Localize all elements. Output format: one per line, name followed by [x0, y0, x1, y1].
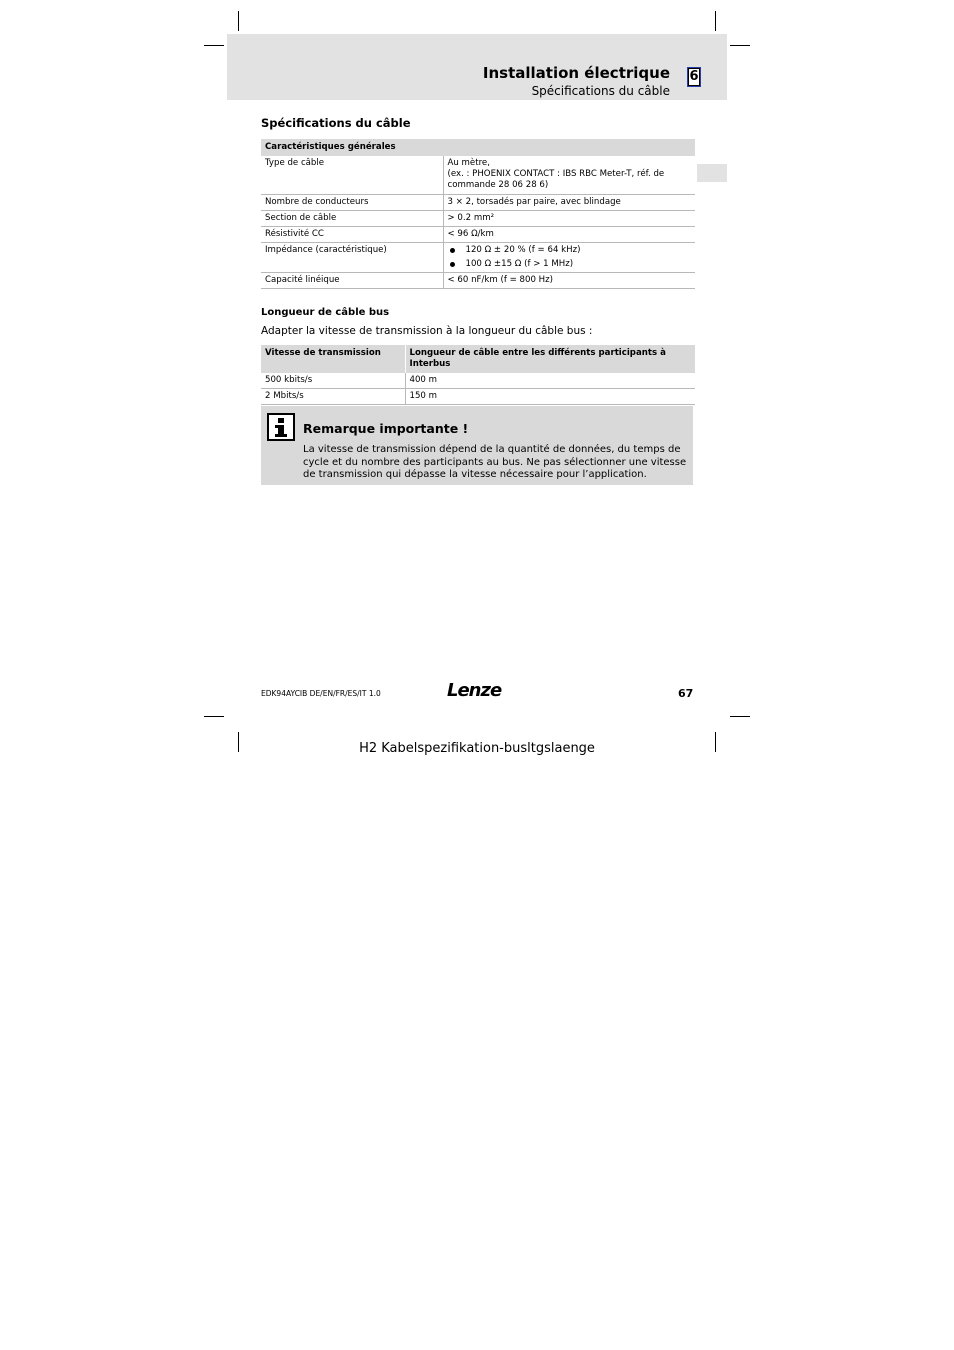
bullet-icon: [450, 262, 455, 267]
page-number: 67: [678, 687, 694, 700]
table-row: [261, 211, 695, 227]
row-label: Type de câble: [261, 156, 443, 195]
bullet-item: [448, 245, 692, 256]
row-value: 3 × 2, torsadés par paire, avec blindage: [443, 195, 695, 211]
table-cell: 400 m: [405, 373, 695, 389]
bullet-text: 100 Ω ±15 Ω (f > 1 MHz): [465, 259, 574, 269]
crop-mark: [204, 716, 224, 717]
table-row: [261, 273, 695, 289]
info-icon: [267, 413, 295, 441]
crop-mark: [204, 45, 224, 46]
table-row: [261, 227, 695, 243]
crop-mark: [730, 716, 750, 717]
table-header-cell: Caractéristiques générales: [261, 139, 695, 156]
table-cell: 150 m: [405, 389, 695, 405]
bullet-text: 120 Ω ± 20 % (f = 64 kHz): [465, 245, 581, 255]
value-line: (ex. : PHOENIX CONTACT : IBS RBC Meter-T, réf. de: [447, 169, 665, 179]
row-value: [443, 243, 695, 273]
lenze-logo: Lenze: [447, 680, 502, 701]
crop-mark: [730, 45, 750, 46]
row-label: Impédance (caractéristique): [261, 243, 443, 273]
table-header-row: [261, 139, 695, 156]
page-title: Installation électrique: [482, 64, 670, 82]
table-cell: 2 Mbits/s: [261, 389, 405, 405]
section-heading-bus-length: Longueur de câble bus: [261, 307, 390, 318]
table-row: [261, 156, 695, 195]
row-value: < 60 nF/km (f = 800 Hz): [443, 273, 695, 289]
table-row: [261, 243, 695, 273]
bus-length-intro: Adapter la vitesse de transmission à la longueur du câble bus :: [261, 325, 593, 337]
row-value: [443, 156, 695, 195]
row-value: < 96 Ω/km: [443, 227, 695, 243]
row-value: > 0.2 mm²: [443, 211, 695, 227]
crop-mark: [238, 11, 239, 31]
bullet-item: [448, 259, 692, 270]
cable-specs-table: [261, 139, 695, 289]
chapter-number: 6: [689, 69, 699, 84]
column-header: Vitesse de transmission: [261, 345, 405, 373]
column-header: Longueur de câble entre les différents participants à Interbus: [405, 345, 695, 373]
document-reference: EDK94AYCIB DE/EN/FR/ES/IT 1.0: [261, 689, 381, 698]
note-title: Remarque importante !: [303, 421, 469, 436]
table-row: [261, 389, 695, 405]
page-subtitle: Spécifications du câble: [531, 84, 670, 98]
table-cell: 500 kbits/s: [261, 373, 405, 389]
image-caption: H2 Kabelspezifikation-busltgslaenge: [359, 741, 595, 756]
table-row: [261, 195, 695, 211]
section-heading-cable-specs: Spécifications du câble: [261, 116, 411, 130]
table-row: [261, 373, 695, 389]
note-text: La vitesse de transmission dépend de la quantité de données, du temps de cycle et du nombre des participants au bus. Ne pas sélectionner une vitesse de transmission qui dépasse la vitesse nécessaire pour l’application.: [303, 444, 687, 481]
row-label: Nombre de conducteurs: [261, 195, 443, 211]
bus-length-table: [261, 345, 695, 405]
row-label: Section de câble: [261, 211, 443, 227]
crop-mark: [715, 11, 716, 31]
value-line: commande 28 06 28 6): [447, 180, 549, 190]
side-tab: [697, 164, 727, 182]
bullet-icon: [450, 248, 455, 253]
table-header-row: [261, 345, 695, 373]
row-label: Résistivité CC: [261, 227, 443, 243]
value-line: Au mètre,: [447, 158, 490, 168]
row-label: Capacité linéique: [261, 273, 443, 289]
